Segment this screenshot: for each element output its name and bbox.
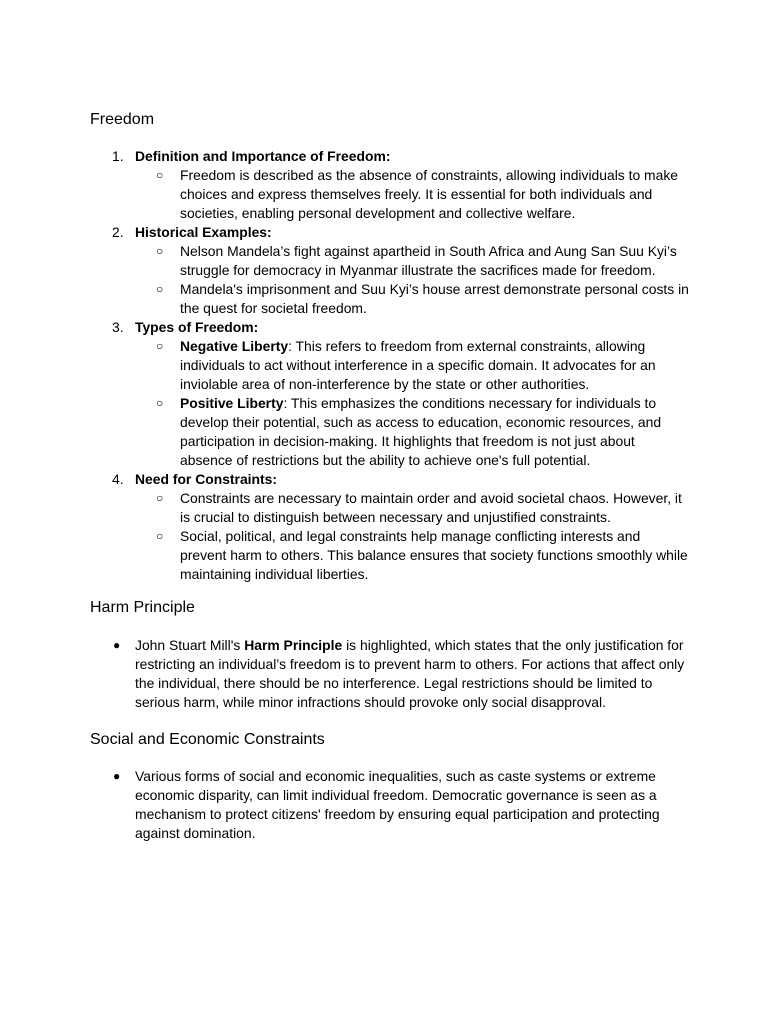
item-title: Need for Constraints: — [135, 471, 278, 487]
freedom-item-2 — [90, 223, 690, 242]
item-title: Definition and Importance of Freedom: — [135, 148, 391, 164]
sub-text: : This refers to freedom from external constraints, allowing individuals to act without interference in a specific domain. It advocates for an inviolable area of non-interference by the state or other authorities. — [180, 338, 656, 392]
freedom-list — [90, 147, 690, 584]
sub-bold-term: Negative Liberty — [180, 338, 289, 354]
freedom-item-3-sub-2 — [90, 394, 690, 470]
social-text: Various forms of social and economic inequalities, such as caste systems or extreme economic disparity, can limit individual freedom. Democratic governance is seen as a mechanism to protect citizens' freedom by ensuring equal participation and protecting against domination. — [135, 768, 660, 841]
freedom-item-4-sub-1 — [90, 489, 690, 527]
sub-text: Freedom is described as the absence of constraints, allowing individuals to make choices and express themselves freely. It is essential for both individuals and societies, enabling personal development and collective welfare. — [180, 167, 679, 221]
social-list — [90, 767, 690, 843]
item-number: 4. — [112, 471, 124, 487]
sub-text: Social, political, and legal constraints help manage conflicting interests and prevent harm to others. This balance ensures that society functions smoothly while maintaining individual liberties. — [180, 528, 688, 582]
hollow-bullet-icon: ○ — [156, 529, 164, 543]
social-bullet-item — [90, 767, 690, 843]
freedom-item-2-sub-1 — [90, 242, 690, 280]
hollow-bullet-icon: ○ — [156, 168, 164, 182]
filled-bullet-icon: ● — [113, 638, 121, 652]
filled-bullet-icon: ● — [113, 769, 121, 783]
freedom-item-3 — [90, 318, 690, 337]
hollow-bullet-icon: ○ — [156, 396, 164, 410]
harm-text-post: is highlighted, which states that the only justification for restricting an individual’s freedom is to prevent harm to others. For actions that affect only the individual, there should be no interference. Legal restrictions should be limited to serious harm, while minor infractions should provoke only social disapproval. — [135, 637, 685, 710]
heading-freedom: Freedom — [90, 111, 155, 128]
sub-text: Mandela's imprisonment and Suu Kyi’s house arrest demonstrate personal costs in the quest for societal freedom. — [180, 281, 689, 316]
sub-text: Constraints are necessary to maintain order and avoid societal chaos. However, it is crucial to distinguish between necessary and unjustified constraints. — [180, 490, 682, 525]
freedom-item-1-sub-1 — [90, 166, 690, 223]
hollow-bullet-icon: ○ — [156, 339, 164, 353]
item-number: 3. — [112, 319, 124, 335]
harm-text-pre: John Stuart Mill's — [135, 637, 245, 653]
harm-list — [90, 636, 690, 712]
item-title: Types of Freedom: — [135, 319, 259, 335]
item-number: 1. — [112, 148, 124, 164]
sub-text: : This emphasizes the conditions necessary for individuals to develop their potential, such as access to education, economic resources, and participation in decision-making. It highlights that freedom is not just about absence of restrictions but the ability to achieve one's full potential. — [180, 395, 662, 468]
sub-text: Nelson Mandela’s fight against apartheid in South Africa and Aung San Suu Kyi’s struggle for democracy in Myanmar illustrate the sacrifices made for freedom. — [180, 243, 677, 278]
freedom-item-3-sub-1 — [90, 337, 690, 394]
freedom-item-2-sub-2 — [90, 280, 690, 318]
harm-bullet-item — [90, 636, 690, 712]
hollow-bullet-icon: ○ — [156, 491, 164, 505]
hollow-bullet-icon: ○ — [156, 244, 164, 258]
item-number: 2. — [112, 224, 124, 240]
freedom-item-4 — [90, 470, 690, 489]
freedom-item-1 — [90, 147, 690, 166]
harm-bold-term: Harm Principle — [244, 637, 343, 653]
heading-social-economic: Social and Economic Constraints — [90, 731, 325, 748]
freedom-item-4-sub-2 — [90, 527, 690, 584]
hollow-bullet-icon: ○ — [156, 282, 164, 296]
item-title: Historical Examples: — [135, 224, 272, 240]
sub-bold-term: Positive Liberty — [180, 395, 284, 411]
heading-harm-principle: Harm Principle — [90, 599, 195, 616]
